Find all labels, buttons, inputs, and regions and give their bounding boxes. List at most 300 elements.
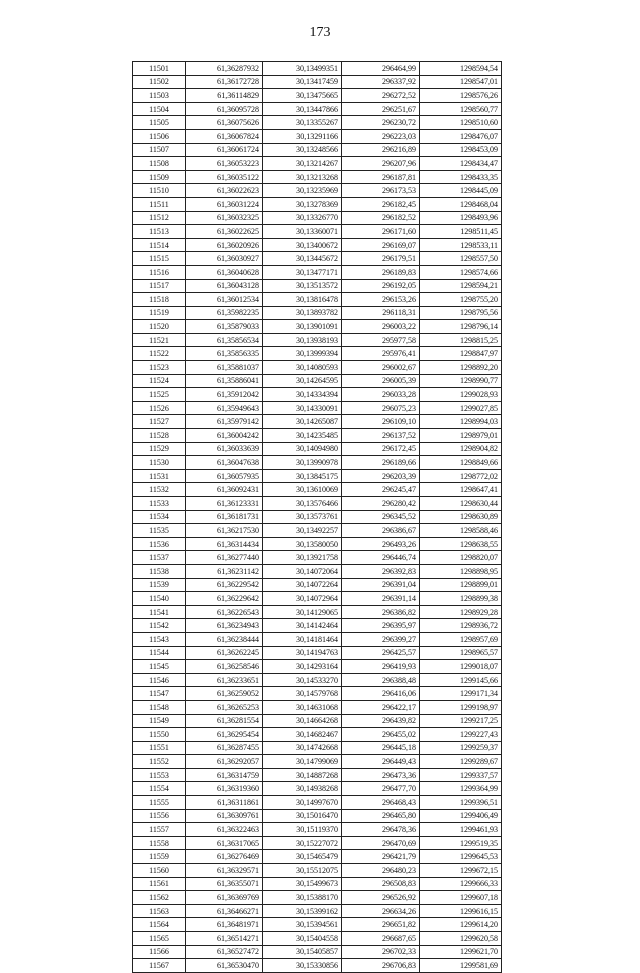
longitude-cell: 30,13400672 — [263, 238, 342, 252]
x-coordinate-cell: 296421,79 — [342, 850, 420, 864]
longitude-cell: 30,13326770 — [263, 211, 342, 225]
latitude-cell: 61,36295454 — [186, 728, 263, 742]
table-row — [133, 864, 502, 878]
point-number-cell: 11546 — [133, 673, 186, 687]
point-number-cell: 11507 — [133, 143, 186, 157]
point-number-cell: 11511 — [133, 197, 186, 211]
y-coordinate-cell: 1298990,77 — [420, 374, 502, 388]
table-row — [133, 714, 502, 728]
point-number-cell: 11533 — [133, 497, 186, 511]
table-row — [133, 469, 502, 483]
longitude-cell: 30,13938193 — [263, 333, 342, 347]
x-coordinate-cell: 296480,23 — [342, 864, 420, 878]
x-coordinate-cell: 296337,92 — [342, 75, 420, 89]
longitude-cell: 30,14181464 — [263, 632, 342, 646]
latitude-cell: 61,36012534 — [186, 293, 263, 307]
x-coordinate-cell: 296137,52 — [342, 429, 420, 443]
table-row — [133, 401, 502, 415]
y-coordinate-cell: 1298533,11 — [420, 238, 502, 252]
longitude-cell: 30,14235485 — [263, 429, 342, 443]
point-number-cell: 11505 — [133, 116, 186, 130]
y-coordinate-cell: 1298630,89 — [420, 510, 502, 524]
y-coordinate-cell: 1299666,33 — [420, 877, 502, 891]
x-coordinate-cell: 296419,93 — [342, 660, 420, 674]
y-coordinate-cell: 1298929,28 — [420, 605, 502, 619]
x-coordinate-cell: 296468,43 — [342, 796, 420, 810]
y-coordinate-cell: 1299607,18 — [420, 891, 502, 905]
x-coordinate-cell: 296706,83 — [342, 959, 420, 973]
table-row — [133, 252, 502, 266]
longitude-cell: 30,14072264 — [263, 578, 342, 592]
table-row — [133, 225, 502, 239]
table-row — [133, 605, 502, 619]
latitude-cell: 61,36229642 — [186, 592, 263, 606]
x-coordinate-cell: 296207,96 — [342, 157, 420, 171]
y-coordinate-cell: 1298899,38 — [420, 592, 502, 606]
point-number-cell: 11515 — [133, 252, 186, 266]
point-number-cell: 11526 — [133, 401, 186, 415]
table-row — [133, 116, 502, 130]
y-coordinate-cell: 1299614,20 — [420, 918, 502, 932]
table-row — [133, 333, 502, 347]
x-coordinate-cell: 296171,60 — [342, 225, 420, 239]
latitude-cell: 61,36259052 — [186, 687, 263, 701]
y-coordinate-cell: 1298795,56 — [420, 306, 502, 320]
x-coordinate-cell: 296388,48 — [342, 673, 420, 687]
table-row — [133, 850, 502, 864]
point-number-cell: 11541 — [133, 605, 186, 619]
longitude-cell: 30,13248566 — [263, 143, 342, 157]
y-coordinate-cell: 1299171,34 — [420, 687, 502, 701]
table-row — [133, 170, 502, 184]
y-coordinate-cell: 1299227,43 — [420, 728, 502, 742]
y-coordinate-cell: 1298547,01 — [420, 75, 502, 89]
point-number-cell: 11514 — [133, 238, 186, 252]
x-coordinate-cell: 296280,42 — [342, 497, 420, 511]
point-number-cell: 11516 — [133, 265, 186, 279]
x-coordinate-cell: 296687,65 — [342, 932, 420, 946]
longitude-cell: 30,14330091 — [263, 401, 342, 415]
y-coordinate-cell: 1298574,66 — [420, 265, 502, 279]
latitude-cell: 61,36234943 — [186, 619, 263, 633]
table-row — [133, 157, 502, 171]
y-coordinate-cell: 1299145,66 — [420, 673, 502, 687]
longitude-cell: 30,13580050 — [263, 537, 342, 551]
table-row — [133, 388, 502, 402]
point-number-cell: 11528 — [133, 429, 186, 443]
longitude-cell: 30,13816478 — [263, 293, 342, 307]
table-row — [133, 374, 502, 388]
latitude-cell: 61,36043128 — [186, 279, 263, 293]
latitude-cell: 61,36233651 — [186, 673, 263, 687]
y-coordinate-cell: 1298594,21 — [420, 279, 502, 293]
latitude-cell: 61,36292057 — [186, 755, 263, 769]
x-coordinate-cell: 296216,89 — [342, 143, 420, 157]
x-coordinate-cell: 296702,33 — [342, 945, 420, 959]
table-row — [133, 700, 502, 714]
x-coordinate-cell: 296464,99 — [342, 62, 420, 76]
table-row — [133, 932, 502, 946]
table-row — [133, 497, 502, 511]
y-coordinate-cell: 1299027,85 — [420, 401, 502, 415]
point-number-cell: 11552 — [133, 755, 186, 769]
latitude-cell: 61,36309761 — [186, 809, 263, 823]
point-number-cell: 11524 — [133, 374, 186, 388]
page-number: 173 — [309, 25, 331, 40]
latitude-cell: 61,35879033 — [186, 320, 263, 334]
table-row — [133, 75, 502, 89]
y-coordinate-cell: 1298630,44 — [420, 497, 502, 511]
latitude-cell: 61,36057935 — [186, 469, 263, 483]
longitude-cell: 30,15394561 — [263, 918, 342, 932]
latitude-cell: 61,36329571 — [186, 864, 263, 878]
x-coordinate-cell: 296422,17 — [342, 700, 420, 714]
latitude-cell: 61,36238444 — [186, 632, 263, 646]
point-number-cell: 11535 — [133, 524, 186, 538]
longitude-cell: 30,14142464 — [263, 619, 342, 633]
point-number-cell: 11553 — [133, 768, 186, 782]
table-row — [133, 483, 502, 497]
table-row — [133, 456, 502, 470]
y-coordinate-cell: 1298772,02 — [420, 469, 502, 483]
longitude-cell: 30,13235969 — [263, 184, 342, 198]
x-coordinate-cell: 296416,06 — [342, 687, 420, 701]
point-number-cell: 11540 — [133, 592, 186, 606]
longitude-cell: 30,14938268 — [263, 782, 342, 796]
x-coordinate-cell: 296465,80 — [342, 809, 420, 823]
latitude-cell: 61,36281554 — [186, 714, 263, 728]
x-coordinate-cell: 296651,82 — [342, 918, 420, 932]
longitude-cell: 30,15016470 — [263, 809, 342, 823]
table-row — [133, 592, 502, 606]
x-coordinate-cell: 296477,70 — [342, 782, 420, 796]
table-row — [133, 836, 502, 850]
point-number-cell: 11522 — [133, 347, 186, 361]
latitude-cell: 61,36092431 — [186, 483, 263, 497]
x-coordinate-cell: 296172,45 — [342, 442, 420, 456]
longitude-cell: 30,13291166 — [263, 129, 342, 143]
longitude-cell: 30,15465479 — [263, 850, 342, 864]
y-coordinate-cell: 1298434,47 — [420, 157, 502, 171]
table-row — [133, 293, 502, 307]
x-coordinate-cell: 296118,31 — [342, 306, 420, 320]
latitude-cell: 61,36022625 — [186, 225, 263, 239]
latitude-cell: 61,35982235 — [186, 306, 263, 320]
y-coordinate-cell: 1298957,69 — [420, 632, 502, 646]
latitude-cell: 61,36030927 — [186, 252, 263, 266]
longitude-cell: 30,14334394 — [263, 388, 342, 402]
table-row — [133, 673, 502, 687]
longitude-cell: 30,13499351 — [263, 62, 342, 76]
latitude-cell: 61,36369769 — [186, 891, 263, 905]
latitude-cell: 61,36276469 — [186, 850, 263, 864]
latitude-cell: 61,36035122 — [186, 170, 263, 184]
longitude-cell: 30,13990978 — [263, 456, 342, 470]
y-coordinate-cell: 1298904,82 — [420, 442, 502, 456]
x-coordinate-cell: 296425,57 — [342, 646, 420, 660]
table-row — [133, 660, 502, 674]
y-coordinate-cell: 1299028,93 — [420, 388, 502, 402]
table-row — [133, 320, 502, 334]
point-number-cell: 11518 — [133, 293, 186, 307]
point-number-cell: 11559 — [133, 850, 186, 864]
x-coordinate-cell: 296345,52 — [342, 510, 420, 524]
y-coordinate-cell: 1298433,35 — [420, 170, 502, 184]
table-row — [133, 537, 502, 551]
x-coordinate-cell: 296386,82 — [342, 605, 420, 619]
y-coordinate-cell: 1298453,09 — [420, 143, 502, 157]
point-number-cell: 11556 — [133, 809, 186, 823]
longitude-cell: 30,15399162 — [263, 904, 342, 918]
table-row — [133, 741, 502, 755]
latitude-cell: 61,36466271 — [186, 904, 263, 918]
y-coordinate-cell: 1299645,53 — [420, 850, 502, 864]
y-coordinate-cell: 1299620,58 — [420, 932, 502, 946]
y-coordinate-cell: 1298445,09 — [420, 184, 502, 198]
point-number-cell: 11512 — [133, 211, 186, 225]
table-row — [133, 415, 502, 429]
point-number-cell: 11534 — [133, 510, 186, 524]
latitude-cell: 61,36095728 — [186, 102, 263, 116]
y-coordinate-cell: 1298647,41 — [420, 483, 502, 497]
longitude-cell: 30,14682467 — [263, 728, 342, 742]
point-number-cell: 11513 — [133, 225, 186, 239]
latitude-cell: 61,36226543 — [186, 605, 263, 619]
latitude-cell: 61,36231142 — [186, 564, 263, 578]
x-coordinate-cell: 296470,69 — [342, 836, 420, 850]
longitude-cell: 30,14533270 — [263, 673, 342, 687]
point-number-cell: 11563 — [133, 904, 186, 918]
table-row — [133, 796, 502, 810]
table-row — [133, 959, 502, 973]
latitude-cell: 61,36287932 — [186, 62, 263, 76]
x-coordinate-cell: 296391,04 — [342, 578, 420, 592]
table-row — [133, 823, 502, 837]
x-coordinate-cell: 296455,02 — [342, 728, 420, 742]
longitude-cell: 30,13447866 — [263, 102, 342, 116]
latitude-cell: 61,36319360 — [186, 782, 263, 796]
y-coordinate-cell: 1299217,25 — [420, 714, 502, 728]
coordinates-table-body — [133, 62, 502, 973]
latitude-cell: 61,36287455 — [186, 741, 263, 755]
x-coordinate-cell: 296391,14 — [342, 592, 420, 606]
point-number-cell: 11560 — [133, 864, 186, 878]
x-coordinate-cell: 296251,67 — [342, 102, 420, 116]
table-row — [133, 551, 502, 565]
latitude-cell: 61,36061724 — [186, 143, 263, 157]
y-coordinate-cell: 1298936,72 — [420, 619, 502, 633]
longitude-cell: 30,13477171 — [263, 265, 342, 279]
point-number-cell: 11532 — [133, 483, 186, 497]
table-row — [133, 279, 502, 293]
point-number-cell: 11530 — [133, 456, 186, 470]
x-coordinate-cell: 296272,52 — [342, 89, 420, 103]
longitude-cell: 30,13475665 — [263, 89, 342, 103]
table-row — [133, 102, 502, 116]
y-coordinate-cell: 1299621,70 — [420, 945, 502, 959]
latitude-cell: 61,36265253 — [186, 700, 263, 714]
point-number-cell: 11502 — [133, 75, 186, 89]
latitude-cell: 61,35886041 — [186, 374, 263, 388]
table-row — [133, 728, 502, 742]
longitude-cell: 30,13576466 — [263, 497, 342, 511]
latitude-cell: 61,35856534 — [186, 333, 263, 347]
table-row — [133, 347, 502, 361]
point-number-cell: 11525 — [133, 388, 186, 402]
longitude-cell: 30,13492257 — [263, 524, 342, 538]
table-row — [133, 62, 502, 76]
longitude-cell: 30,14887268 — [263, 768, 342, 782]
point-number-cell: 11548 — [133, 700, 186, 714]
point-number-cell: 11521 — [133, 333, 186, 347]
point-number-cell: 11536 — [133, 537, 186, 551]
table-row — [133, 945, 502, 959]
point-number-cell: 11543 — [133, 632, 186, 646]
point-number-cell: 11558 — [133, 836, 186, 850]
x-coordinate-cell: 296173,53 — [342, 184, 420, 198]
table-row — [133, 768, 502, 782]
y-coordinate-cell: 1298815,25 — [420, 333, 502, 347]
longitude-cell: 30,14094980 — [263, 442, 342, 456]
x-coordinate-cell: 296075,23 — [342, 401, 420, 415]
point-number-cell: 11566 — [133, 945, 186, 959]
table-row — [133, 632, 502, 646]
table-row — [133, 442, 502, 456]
y-coordinate-cell: 1298594,54 — [420, 62, 502, 76]
coordinates-table — [132, 61, 502, 973]
latitude-cell: 61,36514271 — [186, 932, 263, 946]
longitude-cell: 30,14265087 — [263, 415, 342, 429]
y-coordinate-cell: 1299581,69 — [420, 959, 502, 973]
y-coordinate-cell: 1298847,97 — [420, 347, 502, 361]
table-row — [133, 782, 502, 796]
longitude-cell: 30,13573761 — [263, 510, 342, 524]
longitude-cell: 30,15405857 — [263, 945, 342, 959]
x-coordinate-cell: 296005,39 — [342, 374, 420, 388]
x-coordinate-cell: 296446,74 — [342, 551, 420, 565]
longitude-cell: 30,13845175 — [263, 469, 342, 483]
table-row — [133, 361, 502, 375]
point-number-cell: 11545 — [133, 660, 186, 674]
point-number-cell: 11565 — [133, 932, 186, 946]
table-row — [133, 89, 502, 103]
longitude-cell: 30,13610069 — [263, 483, 342, 497]
x-coordinate-cell: 296223,03 — [342, 129, 420, 143]
y-coordinate-cell: 1298468,04 — [420, 197, 502, 211]
table-row — [133, 687, 502, 701]
point-number-cell: 11523 — [133, 361, 186, 375]
latitude-cell: 61,36033639 — [186, 442, 263, 456]
x-coordinate-cell: 296478,36 — [342, 823, 420, 837]
point-number-cell: 11567 — [133, 959, 186, 973]
latitude-cell: 61,36040628 — [186, 265, 263, 279]
y-coordinate-cell: 1298576,26 — [420, 89, 502, 103]
y-coordinate-cell: 1298965,57 — [420, 646, 502, 660]
latitude-cell: 61,35979142 — [186, 415, 263, 429]
latitude-cell: 61,35856335 — [186, 347, 263, 361]
longitude-cell: 30,14579768 — [263, 687, 342, 701]
table-row — [133, 265, 502, 279]
latitude-cell: 61,36181731 — [186, 510, 263, 524]
y-coordinate-cell: 1299337,57 — [420, 768, 502, 782]
longitude-cell: 30,15119370 — [263, 823, 342, 837]
latitude-cell: 61,36317065 — [186, 836, 263, 850]
table-row — [133, 238, 502, 252]
longitude-cell: 30,13445672 — [263, 252, 342, 266]
table-row — [133, 510, 502, 524]
longitude-cell: 30,14072964 — [263, 592, 342, 606]
longitude-cell: 30,14742668 — [263, 741, 342, 755]
x-coordinate-cell: 296445,18 — [342, 741, 420, 755]
x-coordinate-cell: 296386,67 — [342, 524, 420, 538]
x-coordinate-cell: 296526,92 — [342, 891, 420, 905]
longitude-cell: 30,13999394 — [263, 347, 342, 361]
y-coordinate-cell: 1298588,46 — [420, 524, 502, 538]
y-coordinate-cell: 1299406,49 — [420, 809, 502, 823]
table-row — [133, 755, 502, 769]
point-number-cell: 11554 — [133, 782, 186, 796]
y-coordinate-cell: 1299672,15 — [420, 864, 502, 878]
y-coordinate-cell: 1298849,66 — [420, 456, 502, 470]
y-coordinate-cell: 1298476,07 — [420, 129, 502, 143]
y-coordinate-cell: 1298493,96 — [420, 211, 502, 225]
longitude-cell: 30,15330856 — [263, 959, 342, 973]
longitude-cell: 30,14997670 — [263, 796, 342, 810]
latitude-cell: 61,36258546 — [186, 660, 263, 674]
x-coordinate-cell: 296508,83 — [342, 877, 420, 891]
x-coordinate-cell: 296192,05 — [342, 279, 420, 293]
latitude-cell: 61,36075626 — [186, 116, 263, 130]
point-number-cell: 11517 — [133, 279, 186, 293]
table-row — [133, 184, 502, 198]
x-coordinate-cell: 296187,81 — [342, 170, 420, 184]
longitude-cell: 30,13278369 — [263, 197, 342, 211]
x-coordinate-cell: 296003,22 — [342, 320, 420, 334]
point-number-cell: 11501 — [133, 62, 186, 76]
point-number-cell: 11537 — [133, 551, 186, 565]
latitude-cell: 61,36355071 — [186, 877, 263, 891]
point-number-cell: 11503 — [133, 89, 186, 103]
table-row — [133, 129, 502, 143]
y-coordinate-cell: 1299519,35 — [420, 836, 502, 850]
table-row — [133, 211, 502, 225]
latitude-cell: 61,36322463 — [186, 823, 263, 837]
longitude-cell: 30,13213268 — [263, 170, 342, 184]
table-row — [133, 877, 502, 891]
latitude-cell: 61,36032325 — [186, 211, 263, 225]
longitude-cell: 30,13921758 — [263, 551, 342, 565]
y-coordinate-cell: 1298557,50 — [420, 252, 502, 266]
x-coordinate-cell: 296033,28 — [342, 388, 420, 402]
longitude-cell: 30,14072064 — [263, 564, 342, 578]
latitude-cell: 61,36053223 — [186, 157, 263, 171]
latitude-cell: 61,36530470 — [186, 959, 263, 973]
y-coordinate-cell: 1298979,01 — [420, 429, 502, 443]
point-number-cell: 11529 — [133, 442, 186, 456]
x-coordinate-cell: 296634,26 — [342, 904, 420, 918]
x-coordinate-cell: 296189,66 — [342, 456, 420, 470]
longitude-cell: 30,13417459 — [263, 75, 342, 89]
table-row — [133, 429, 502, 443]
latitude-cell: 61,36314759 — [186, 768, 263, 782]
longitude-cell: 30,15512075 — [263, 864, 342, 878]
point-number-cell: 11504 — [133, 102, 186, 116]
point-number-cell: 11510 — [133, 184, 186, 198]
longitude-cell: 30,14129065 — [263, 605, 342, 619]
x-coordinate-cell: 296392,83 — [342, 564, 420, 578]
point-number-cell: 11506 — [133, 129, 186, 143]
longitude-cell: 30,14664268 — [263, 714, 342, 728]
